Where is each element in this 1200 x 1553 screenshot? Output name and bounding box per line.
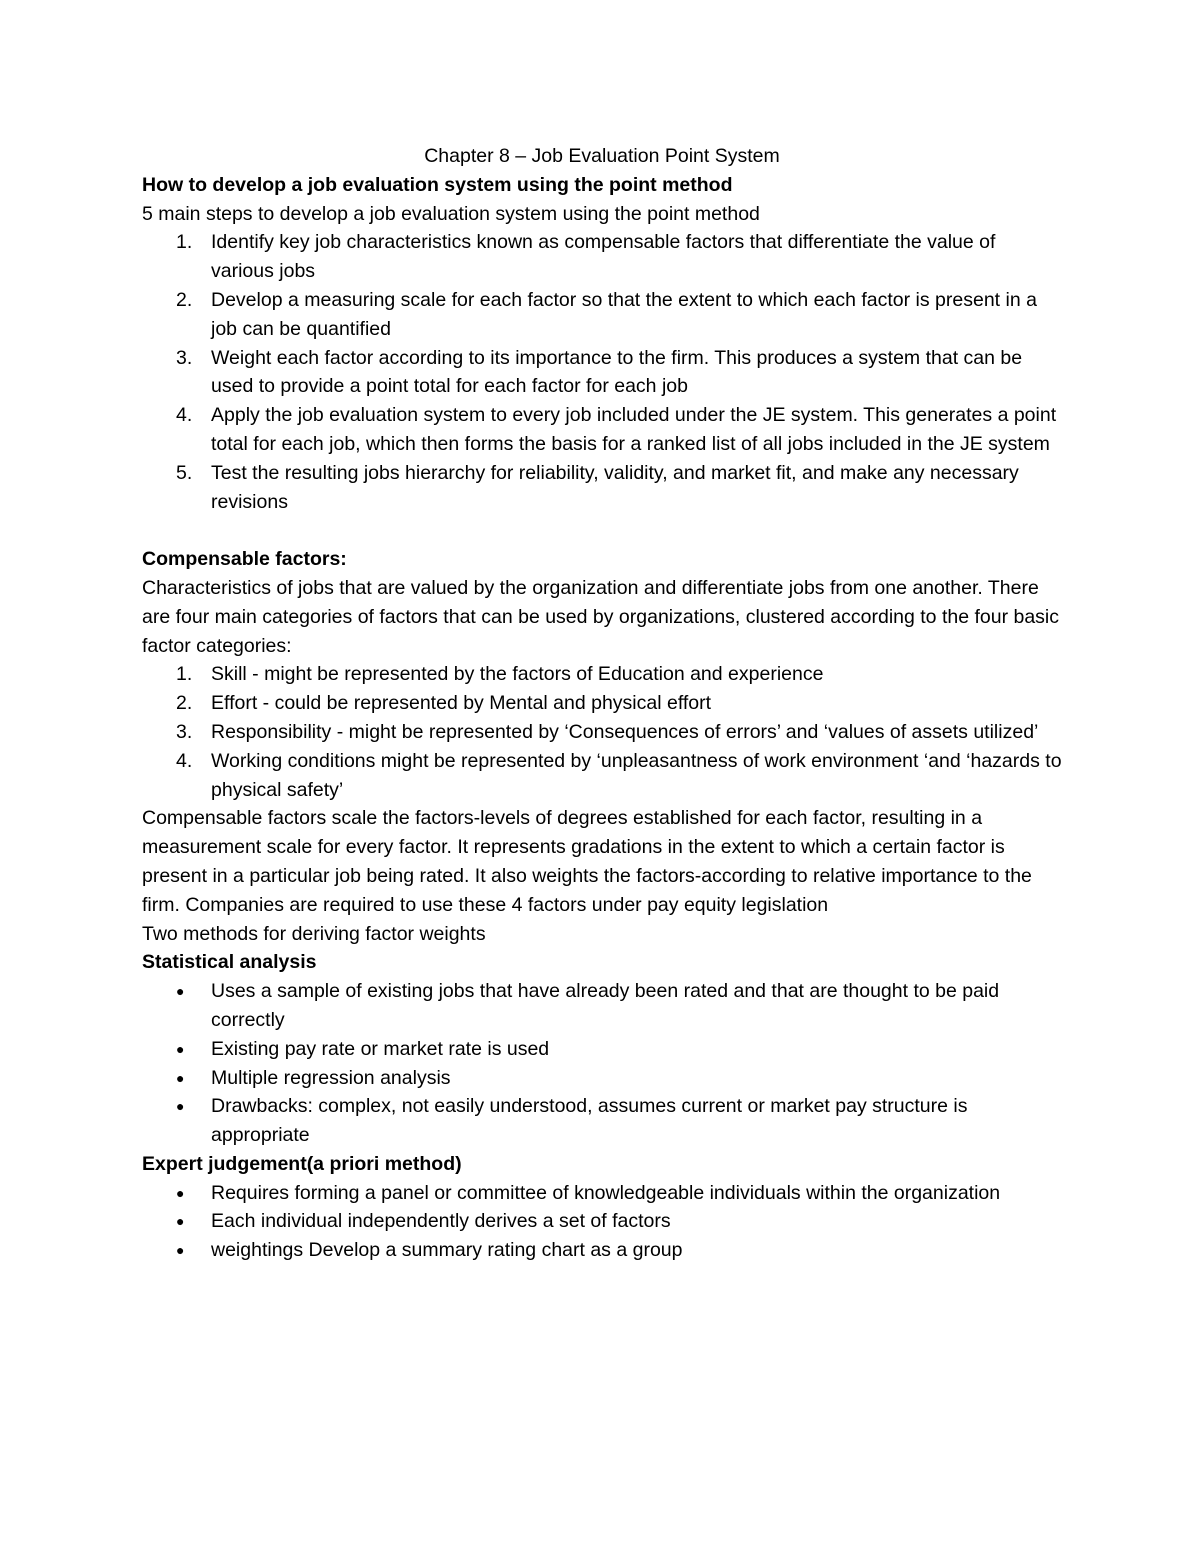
list-item	[142, 747, 1062, 805]
list-item-text: Develop a measuring scale for each factor so that the extent to which each factor is present in a job can be quantified	[211, 288, 1037, 340]
list-number: 5.	[176, 461, 193, 484]
list-item	[142, 1035, 1062, 1064]
list-number: 4.	[176, 404, 193, 427]
section-heading-point-method: How to develop a job evaluation system using the point method	[142, 173, 733, 196]
list-item-text: weightings Develop a summary rating chart as a group	[211, 1239, 683, 1262]
list-number: 3.	[176, 720, 193, 743]
bullet-icon: ●	[176, 983, 185, 1000]
list-item	[142, 718, 1062, 747]
list-item	[142, 1179, 1062, 1208]
bullet-icon: ●	[176, 1242, 185, 1259]
list-item-text: Weight each factor according to its importance to the firm. This produces a system that can be used to provide a point total for each factor for each job	[211, 346, 1023, 398]
bullet-icon: ●	[176, 1069, 185, 1086]
list-number: 2.	[176, 692, 193, 715]
list-number: 4.	[176, 749, 193, 772]
page-title: Chapter 8 – Job Evaluation Point System	[424, 145, 780, 167]
list-item	[142, 401, 1062, 459]
section-heading-compensable-factors: Compensable factors:	[142, 548, 347, 571]
list-item-text: Test the resulting jobs hierarchy for reliability, validity, and market fit, and make any necessary revisions	[211, 461, 1019, 513]
list-item	[142, 344, 1062, 402]
list-item-text: Each individual independently derives a set of factors	[211, 1210, 671, 1233]
list-item	[142, 1064, 1062, 1093]
list-item	[142, 228, 1062, 286]
list-number: 1.	[176, 231, 193, 254]
methods-intro: Two methods for deriving factor weights	[142, 922, 486, 945]
list-item-text: Working conditions might be represented by ‘unpleasantness of work environment ‘and ‘hazards to physical safety’	[211, 749, 1062, 801]
bullet-icon: ●	[176, 1213, 185, 1230]
list-item-text: Responsibility - might be represented by ‘Consequences of errors’ and ‘values of assets utilized’	[211, 720, 1039, 743]
list-item	[142, 1092, 1062, 1150]
list-number: 2.	[176, 288, 193, 311]
list-item	[142, 689, 1062, 718]
document-page	[142, 142, 1062, 1265]
section-heading-statistical-analysis: Statistical analysis	[142, 951, 317, 974]
section-intro-factors: Characteristics of jobs that are valued by the organization and differentiate jobs from one another. There are four main categories of factors that can be used by organizations, clustered according to the four basic factor categories:	[142, 576, 1060, 657]
list-item	[142, 977, 1062, 1035]
list-item-text: Apply the job evaluation system to every job included under the JE system. This generates a point total for each job, which then forms the basis for a ranked list of all jobs included in the JE system	[211, 404, 1057, 455]
blank-line	[142, 516, 1062, 545]
list-item	[142, 459, 1062, 517]
section-heading-expert-judgement: Expert judgement(a priori method)	[142, 1152, 462, 1175]
list-item-text: Multiple regression analysis	[211, 1066, 451, 1089]
list-item-text: Uses a sample of existing jobs that have already been rated and that are thought to be paid correctly	[211, 980, 1000, 1031]
bullet-icon: ●	[176, 1184, 185, 1201]
list-item-text: Requires forming a panel or committee of knowledgeable individuals within the organization	[211, 1181, 1001, 1204]
list-item	[142, 660, 1062, 689]
list-item-text: Existing pay rate or market rate is used	[211, 1037, 550, 1060]
section-intro-steps: 5 main steps to develop a job evaluation system using the point method	[142, 202, 760, 225]
list-item-text: Skill - might be represented by the factors of Education and experience	[211, 663, 824, 686]
list-number: 3.	[176, 346, 193, 369]
bullet-icon: ●	[176, 1098, 185, 1115]
bullet-icon: ●	[176, 1040, 185, 1057]
list-item	[142, 1207, 1062, 1236]
factors-paragraph: Compensable factors scale the factors-levels of degrees established for each factor, resulting in a measurement scale for every factor. It represents gradations in the extent to which a certain factor is present in a particular job being rated. It also weights the factors-according to relative importance to the firm. Companies are required to use these 4 factors under pay equity legislation	[142, 807, 1032, 916]
steps-list	[142, 228, 1062, 516]
list-item-text: Identify key job characteristics known as compensable factors that differentiate the value of various jobs	[211, 231, 996, 283]
statistical-bullets	[142, 977, 1062, 1150]
list-number: 1.	[176, 663, 193, 686]
list-item	[142, 286, 1062, 344]
list-item-text: Effort - could be represented by Mental and physical effort	[211, 692, 712, 715]
factors-list	[142, 660, 1062, 804]
list-item-text: Drawbacks: complex, not easily understood, assumes current or market pay structure is appropriate	[211, 1095, 968, 1147]
expert-bullets	[142, 1179, 1062, 1265]
list-item	[142, 1236, 1062, 1265]
